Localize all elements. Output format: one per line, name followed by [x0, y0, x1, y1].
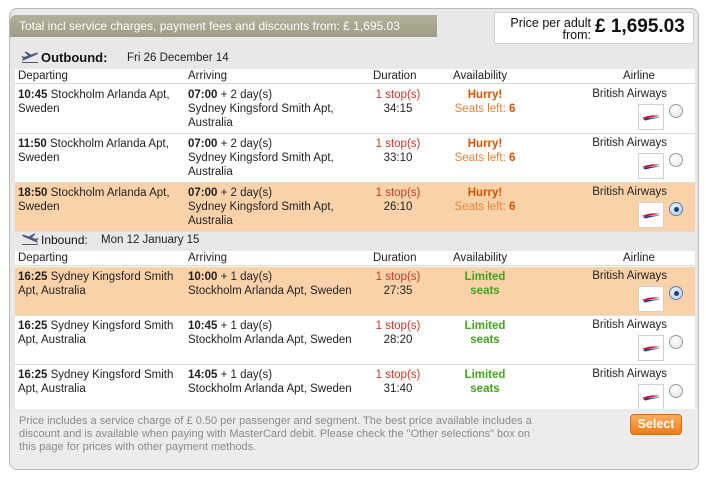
duration-cell: [363, 270, 433, 298]
arrival-time: 07:00: [188, 187, 218, 199]
british-airways-logo-icon: [638, 202, 664, 228]
col-availability: Availability: [453, 70, 508, 82]
col-departing: Departing: [18, 252, 68, 264]
seats-left-label: Seats left:: [454, 201, 506, 213]
airline-name: British Airways: [592, 270, 667, 282]
departure-cell: [18, 88, 183, 116]
arrival-airport: Sydney Kingsford Smith Apt, Australia: [188, 103, 334, 129]
arrival-day-offset: + 1 day(s): [220, 320, 273, 332]
outbound-title: Outbound:: [41, 50, 108, 65]
arrival-cell: [188, 137, 363, 179]
departure-time: 10:45: [18, 89, 48, 101]
flight-duration: 27:35: [383, 285, 413, 297]
airline-name: British Airways: [592, 137, 667, 149]
plane-outbound-icon: [21, 50, 39, 64]
inbound-header: [10, 229, 699, 251]
airline-name: British Airways: [592, 186, 667, 198]
inbound-column-headers: [15, 251, 695, 266]
flight-select-radio[interactable]: [669, 335, 683, 349]
stops-count[interactable]: 1 stop(s): [375, 138, 421, 150]
footer: [10, 409, 699, 470]
col-availability: Availability: [453, 252, 508, 264]
flight-select-radio[interactable]: [669, 286, 683, 300]
duration-cell: [363, 137, 433, 165]
airline-name: British Airways: [592, 319, 667, 331]
price-info-note: Price includes a service charge of £ 0.50 per passenger and segment. The best price available includes a discount and is available when paying with MasterCard debit. Please check the "Other selections" box on this page for prices with other payment methods.: [19, 415, 532, 454]
total-price-strip: Total incl service charges, payment fees and discounts from: £ 1,695.03: [10, 15, 437, 37]
outbound-table: [15, 69, 695, 227]
flight-select-radio[interactable]: [669, 384, 683, 398]
duration-cell: [363, 186, 433, 214]
arrival-cell: [188, 368, 363, 396]
seats-label: seats: [470, 334, 500, 346]
seats-left: [435, 151, 535, 165]
departure-cell: [18, 186, 183, 214]
outbound-column-headers: [15, 69, 695, 84]
british-airways-logo-icon: [638, 335, 664, 361]
availability: [435, 270, 535, 298]
flight-select-radio[interactable]: [669, 202, 683, 216]
flight-row[interactable]: [15, 267, 695, 316]
col-airline: Airline: [623, 70, 655, 82]
arrival-day-offset: + 1 day(s): [220, 369, 273, 381]
flight-row[interactable]: [15, 134, 695, 183]
flight-duration: 33:10: [383, 152, 413, 164]
departure-airport: Stockholm Arlanda Apt, Sweden: [18, 138, 169, 164]
seats-left-count: 6: [508, 201, 516, 213]
price-summary-bar: [10, 9, 699, 45]
arrival-airport: Sydney Kingsford Smith Apt, Australia: [188, 201, 334, 227]
availability: [435, 186, 535, 214]
duration-cell: [363, 319, 433, 347]
col-duration: Duration: [373, 252, 417, 264]
departure-cell: [18, 319, 183, 347]
flight-duration: 34:15: [383, 103, 413, 115]
arrival-day-offset: + 2 day(s): [220, 89, 273, 101]
arrival-time: 07:00: [188, 138, 218, 150]
arrival-cell: [188, 270, 363, 298]
flight-row[interactable]: [15, 365, 695, 414]
british-airways-logo-icon: [638, 153, 664, 179]
price-per-adult-label: Price per adult from:: [510, 16, 591, 42]
arrival-day-offset: + 2 day(s): [220, 138, 273, 150]
flight-select-radio[interactable]: [669, 153, 683, 167]
arrival-day-offset: + 2 day(s): [220, 187, 273, 199]
arrival-time: 10:45: [188, 320, 218, 332]
flight-row[interactable]: [15, 316, 695, 365]
departure-time: 16:25: [18, 369, 48, 381]
seats-left-count: 6: [508, 103, 516, 115]
inbound-table: [15, 251, 695, 409]
seats-label: seats: [470, 383, 500, 395]
availability: [435, 88, 535, 116]
col-arriving: Arriving: [188, 70, 227, 82]
departure-cell: [18, 270, 183, 298]
stops-count[interactable]: 1 stop(s): [375, 320, 421, 332]
arrival-airport: Stockholm Arlanda Apt, Sweden: [188, 334, 352, 346]
departure-time: 16:25: [18, 320, 48, 332]
british-airways-logo-icon: [638, 286, 664, 312]
arrival-airport: Sydney Kingsford Smith Apt, Australia: [188, 152, 334, 178]
arrival-day-offset: + 1 day(s): [220, 271, 273, 283]
stops-count[interactable]: 1 stop(s): [375, 89, 421, 101]
british-airways-logo-icon: [638, 104, 664, 130]
col-duration: Duration: [373, 70, 417, 82]
availability: [435, 368, 535, 396]
seats-left: [435, 200, 535, 214]
departure-airport: Stockholm Arlanda Apt, Sweden: [18, 187, 170, 213]
departure-airport: Sydney Kingsford Smith Apt, Australia: [18, 320, 174, 346]
col-arriving: Arriving: [188, 252, 227, 264]
departure-time: 11:50: [18, 138, 47, 150]
outbound-header: [10, 47, 699, 69]
flight-row[interactable]: [15, 85, 695, 134]
availability: [435, 137, 535, 165]
airline-name: British Airways: [592, 88, 667, 100]
arrival-cell: [188, 319, 363, 347]
seats-left-label: Seats left:: [454, 152, 506, 164]
price-per-adult-amount: £ 1,695.03: [595, 16, 685, 37]
col-airline: Airline: [623, 252, 655, 264]
airline-name: British Airways: [592, 368, 667, 380]
flight-duration: 26:10: [383, 201, 413, 213]
seats-label: seats: [470, 285, 500, 297]
seats-left: [435, 102, 535, 116]
outbound-date: Fri 26 December 14: [127, 52, 229, 64]
limited-label: Limited: [464, 369, 506, 381]
arrival-cell: [188, 186, 363, 228]
col-departing: Departing: [18, 70, 68, 82]
arrival-airport: Stockholm Arlanda Apt, Sweden: [188, 285, 352, 297]
departure-airport: Stockholm Arlanda Apt, Sweden: [18, 89, 170, 115]
arrival-time: 10:00: [188, 271, 218, 283]
departure-airport: Sydney Kingsford Smith Apt, Australia: [18, 369, 174, 395]
limited-label: Limited: [464, 320, 506, 332]
seats-left-count: 6: [508, 152, 516, 164]
duration-cell: [363, 88, 433, 116]
hurry-label: Hurry!: [467, 187, 503, 199]
plane-inbound-icon: [21, 232, 39, 246]
duration-cell: [363, 368, 433, 396]
stops-count[interactable]: 1 stop(s): [375, 187, 421, 199]
flight-duration: 31:40: [383, 383, 413, 395]
departure-cell: [18, 368, 183, 396]
inbound-title: Inbound:: [41, 233, 88, 247]
flight-duration: 28:20: [383, 334, 413, 346]
flight-row[interactable]: [15, 183, 695, 232]
flight-select-radio[interactable]: [669, 104, 683, 118]
inbound-date: Mon 12 January 15: [101, 234, 200, 246]
arrival-cell: [188, 88, 363, 130]
availability: [435, 319, 535, 347]
arrival-time: 07:00: [188, 89, 218, 101]
departure-airport: Sydney Kingsford Smith Apt, Australia: [18, 271, 174, 297]
departure-time: 16:25: [18, 271, 48, 283]
stops-count[interactable]: 1 stop(s): [375, 271, 421, 283]
hurry-label: Hurry!: [467, 89, 503, 101]
departure-time: 18:50: [18, 187, 48, 199]
british-airways-logo-icon: [638, 384, 664, 410]
limited-label: Limited: [464, 271, 506, 283]
stops-count[interactable]: 1 stop(s): [375, 369, 421, 381]
hurry-label: Hurry!: [467, 138, 503, 150]
flight-results-panel: [9, 8, 699, 470]
price-per-adult-box: [494, 12, 694, 44]
arrival-time: 14:05: [188, 369, 218, 381]
arrival-airport: Stockholm Arlanda Apt, Sweden: [188, 383, 352, 395]
select-button[interactable]: Select: [630, 414, 682, 435]
departure-cell: [18, 137, 183, 165]
seats-left-label: Seats left:: [454, 103, 506, 115]
